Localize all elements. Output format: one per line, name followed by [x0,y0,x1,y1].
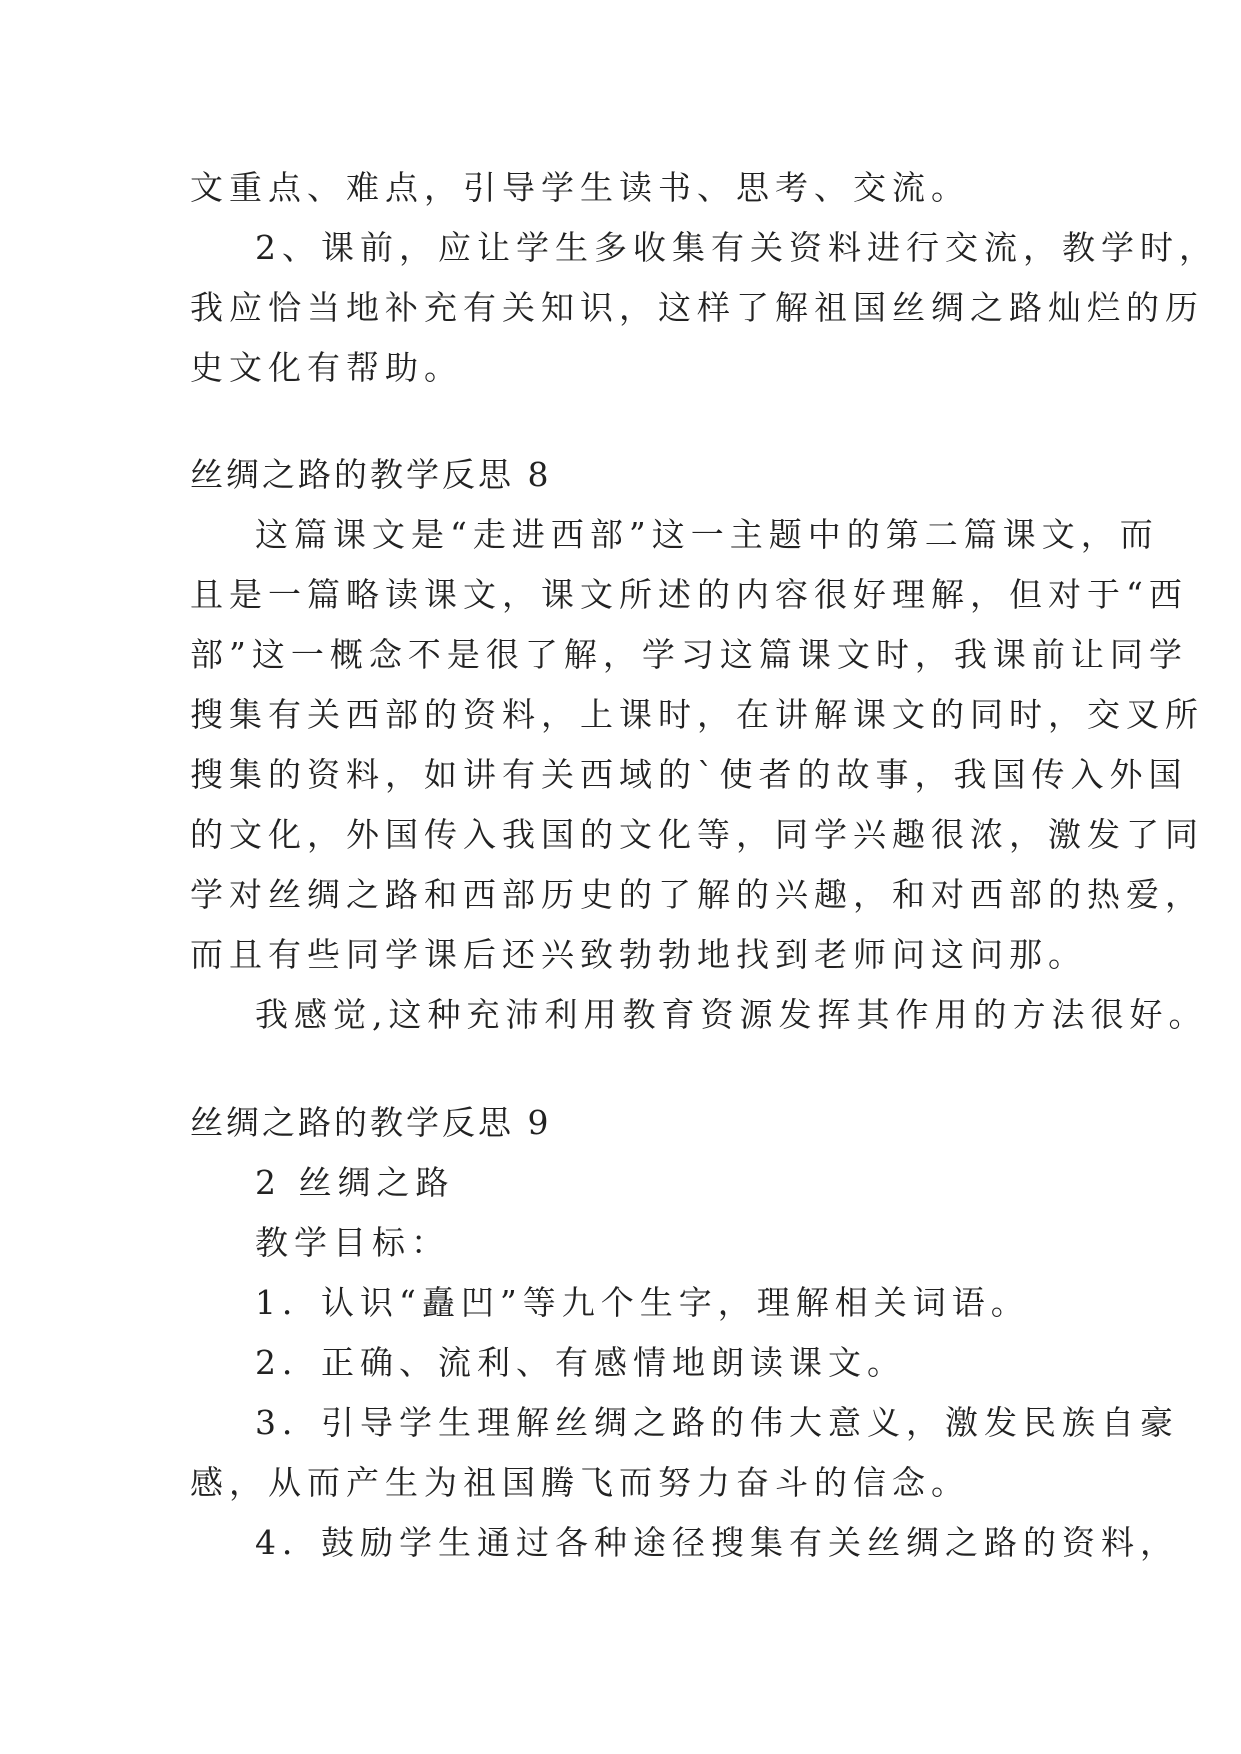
section-heading: 丝绸之路的教学反思 8 [190,455,552,494]
paragraph-line: 搜集的资料，如讲有关西域的`使者的故事，我国传入外国 [190,755,1188,794]
paragraph-line: 学对丝绸之路和西部历史的了解的兴趣，和对西部的热爱， [190,875,1204,914]
objectives-label: 教学目标： [255,1223,450,1262]
paragraph-line: 文重点、难点，引导学生读书、思考、交流。 [190,168,970,207]
paragraph-line: 而且有些同学课后还兴致勃勃地找到老师问这问那。 [190,935,1087,974]
objective-item: 3．引导学生理解丝绸之路的伟大意义，激发民族自豪 [255,1403,1179,1442]
paragraph-line: 这篇课文是“走进西部”这一主题中的第二篇课文，而 [255,515,1159,554]
lesson-title: 2 丝绸之路 [255,1163,455,1202]
paragraph-line: 的文化，外国传入我国的文化等，同学兴趣很浓，激发了同 [190,815,1204,854]
objective-item: 4．鼓励学生通过各种途径搜集有关丝绸之路的资料， [255,1523,1179,1562]
paragraph-line: 我感觉,这种充沛利用教育资源发挥其作用的方法很好。 [255,995,1208,1034]
paragraph-line: 2、课前，应让学生多收集有关资料进行交流，教学时， [255,228,1218,267]
paragraph-line: 且是一篇略读课文，课文所述的内容很好理解，但对于“西 [190,575,1188,614]
objective-item-continuation: 感，从而产生为祖国腾飞而努力奋斗的信念。 [190,1463,970,1502]
paragraph-line: 部”这一概念不是很了解，学习这篇课文时，我课前让同学 [190,635,1188,674]
section-heading: 丝绸之路的教学反思 9 [190,1103,552,1142]
paragraph-line: 搜集有关西部的资料，上课时，在讲解课文的同时，交叉所 [190,695,1204,734]
objective-item: 2．正确、流利、有感情地朗读课文。 [255,1343,906,1382]
paragraph-line: 我应恰当地补充有关知识，这样了解祖国丝绸之路灿烂的历 [190,288,1204,327]
paragraph-line: 史文化有帮助。 [190,348,463,387]
objective-item: 1．认识“矗凹”等九个生字，理解相关词语。 [255,1283,1030,1322]
